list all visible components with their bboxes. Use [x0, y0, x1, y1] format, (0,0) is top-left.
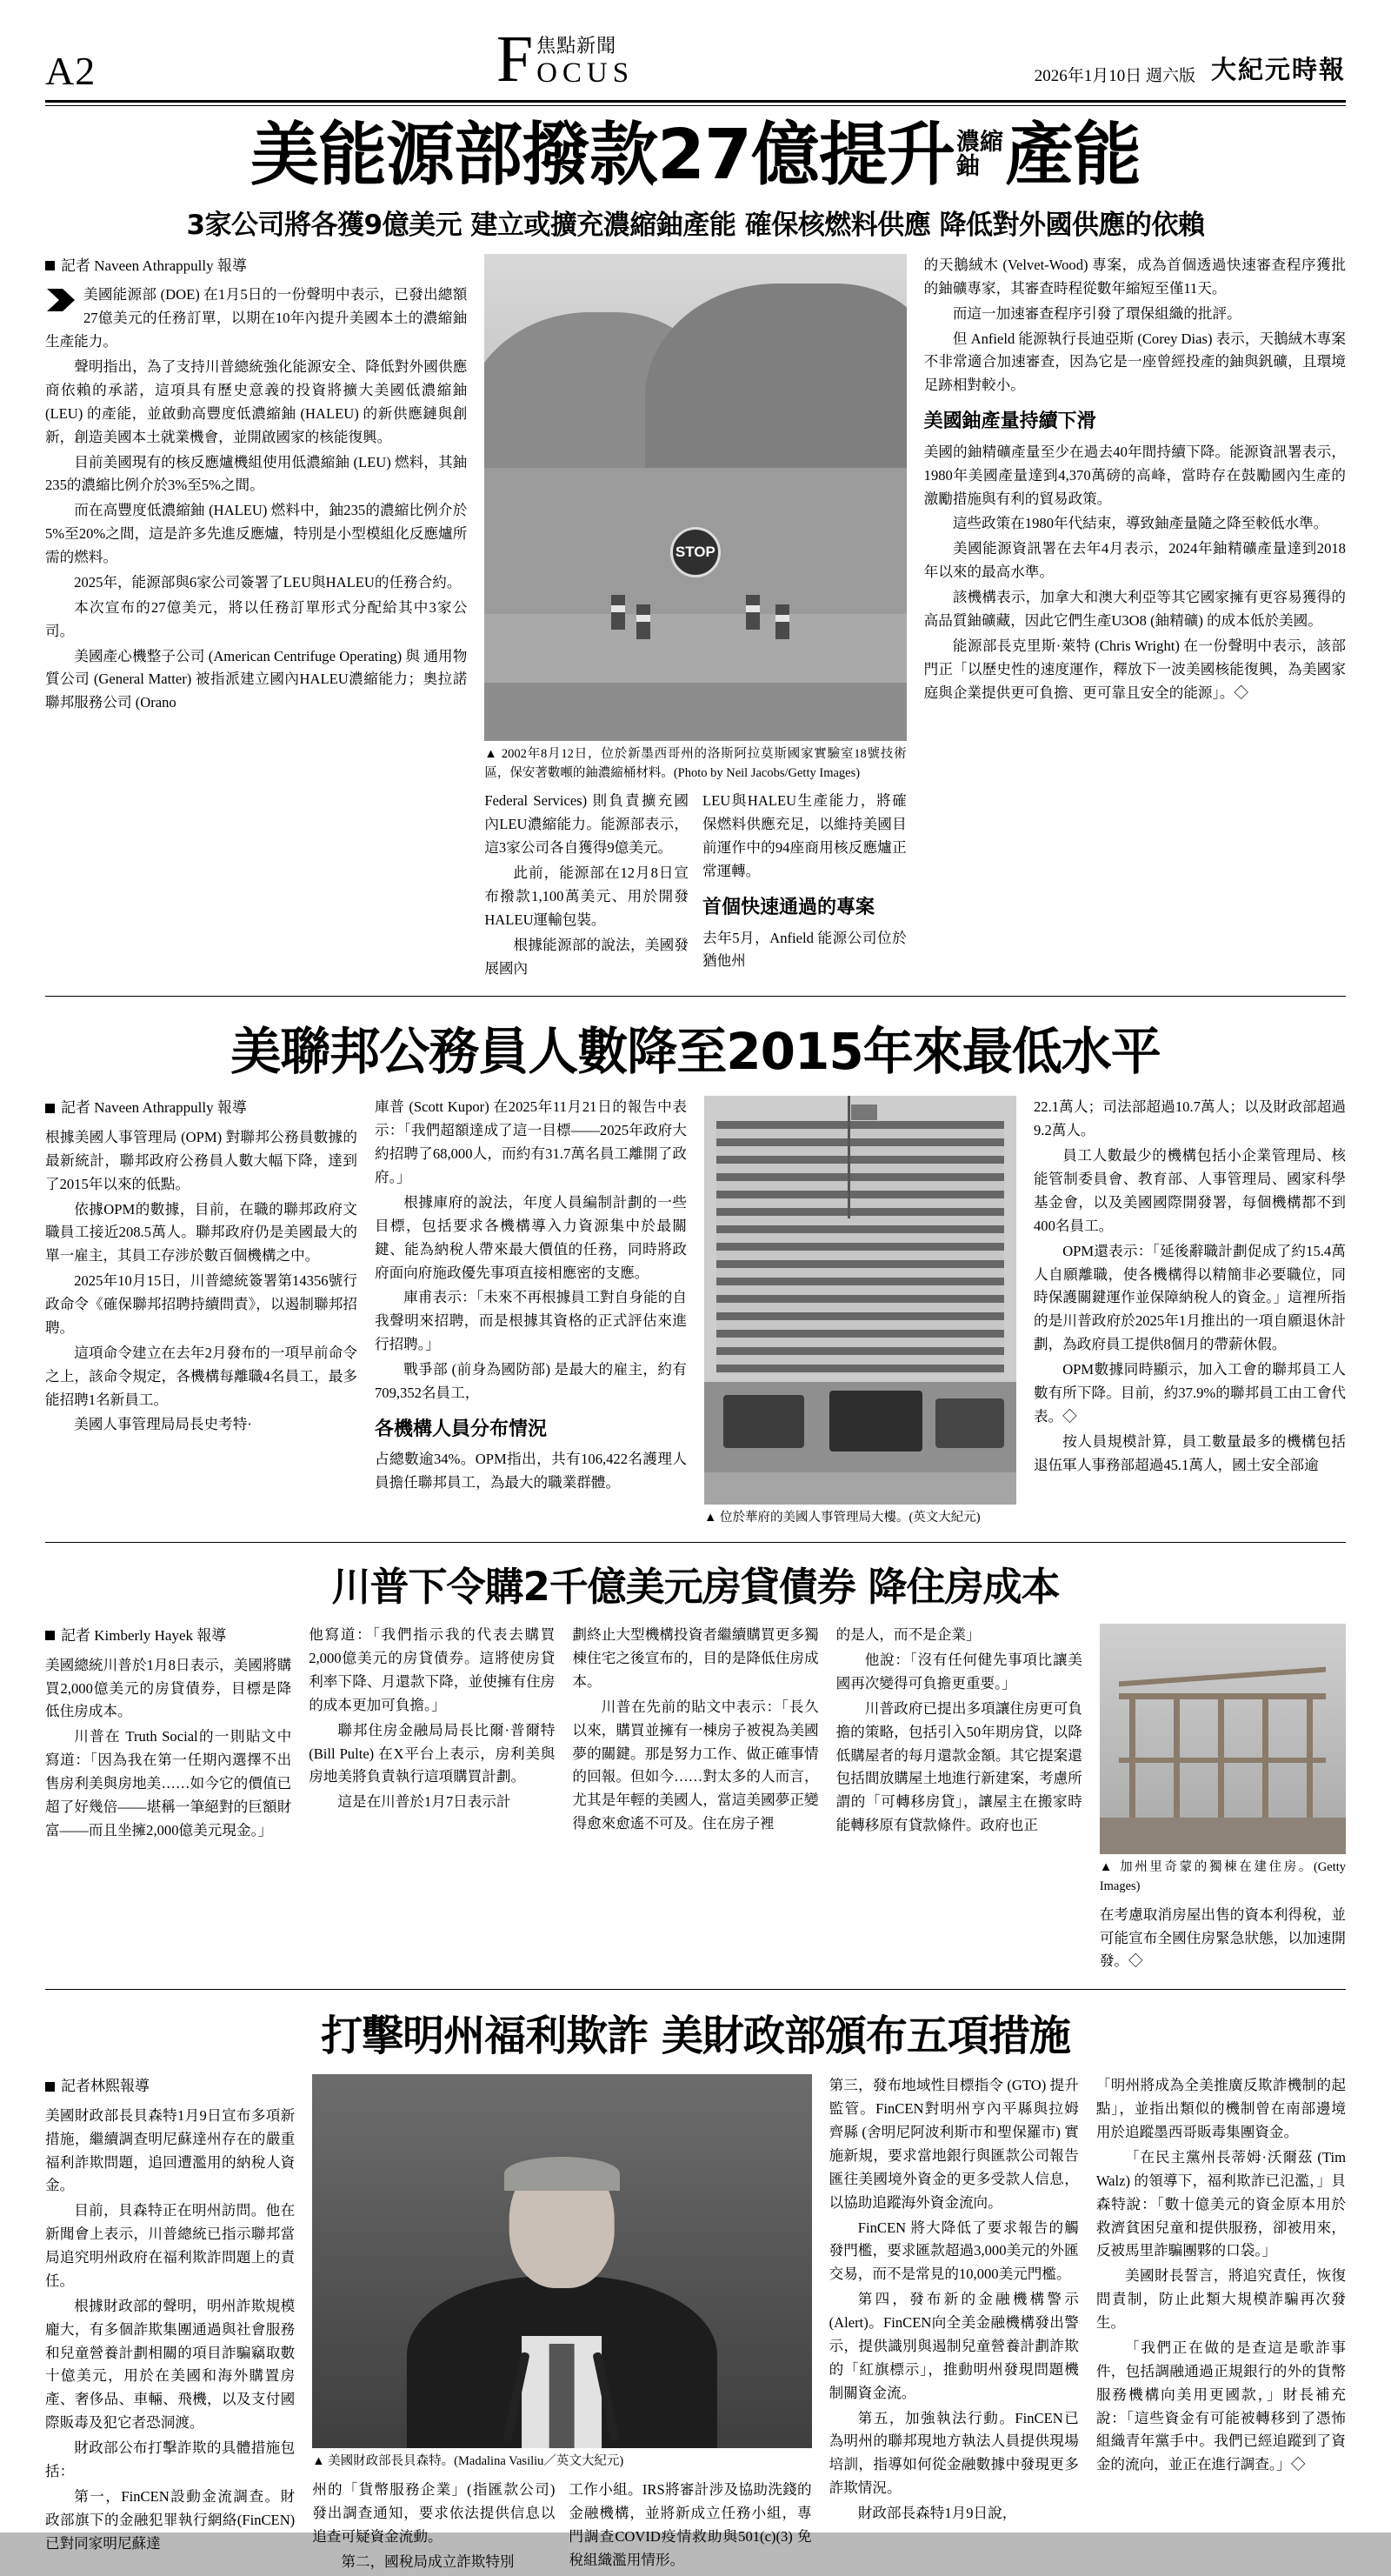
story1-c3b-p3: 美國能源資訊署在去年4月表示，2024年鈾精礦產量達到2018年以來的最高水準。	[923, 540, 1346, 581]
story4-col4	[1096, 2074, 1346, 2575]
story1-c3b-p5: 能源部長克里斯·萊特 (Chris Wright) 在一份聲明中表示，該部門正「以歷史性的速度運作，釋放下一波美國核能復興，為美國家庭與企業提供更可負擔、更可靠且安全的能源」。◇	[923, 637, 1346, 701]
story4-byline-text: 記者林熙報導	[61, 2078, 150, 2095]
story3-c4-p3: 川普政府已提出多項讓住房更可負擔的策略，包括引入50年期房貸，以降低購屋者的每月還款金額。其它提案還包括間放購屋土地進行新建案，考慮所謂的「可轉移房貸」，讓屋主在搬家時能轉移原有貸款條件。政府也正	[835, 1699, 1082, 1834]
story3-c4-p2: 他說：「沒有任何健先事項比讓美國再次變得可負擔更重要。」	[835, 1652, 1082, 1692]
story1-c3-p2: 而這一加速審查程序引發了環保組織的批評。	[952, 304, 1241, 322]
story3-divider	[45, 1989, 1346, 1990]
story3-c2-p3: 這是在川普於1月7日表示計	[337, 1793, 511, 1811]
story4-byline	[45, 2074, 295, 2099]
story1-c2b-p1: LEU與HALEU生產能力，將確保燃料供應充足，以維持美國目前運作中的94座商用核反應爐正常運轉。	[702, 792, 907, 880]
story2-col2	[375, 1096, 687, 1528]
focus-logo	[496, 23, 635, 96]
logo-chinese: 焦點新聞	[536, 35, 617, 57]
story1-c3b-p4: 該機構表示，加拿大和澳大利亞等其它國家擁有更容易獲得的高品質鈾礦藏，因此它們生產U3O8 (鈾精礦) 的成本低於美國。	[923, 589, 1346, 629]
story2-c3-p3: OPM還表示：「延後辭職計劃促成了約15.4萬人自願離職，使各機構得以精簡非必要職位，同時保護關鍵運作並保障納稅人的資金。」這裡所指的是川普政府於2025年1月推出的一項自願退休計劃，為政府員工提供8個月的帶薪休假。	[1034, 1242, 1346, 1353]
story1-headline-part1: 美能源部撥款27億提升	[250, 114, 955, 195]
story2-section-title: 各機構人員分布情況	[375, 1418, 548, 1440]
story4-c4-p4: 「我們正在做的是查這是歌詐事件，包括調融通過正規銀行的外的貨幣服務機構向美用更國款，」財長補充說：「這些資金有可能被轉移到了憑怖組織青年黨手中。我們已經追蹤到了資金的流向，並正在進行調查。」◇	[1095, 2339, 1347, 2473]
story1-ruby	[956, 130, 1003, 180]
paper-name: 大紀元時報	[1210, 56, 1346, 84]
story4-c4-p2: 「在民主黨州長蒂姆·沃爾茲 (Tim Walz) 的領導下，福利欺詐已氾濫，」貝森特說：「數十億美元的資金原本用於救濟貧困兒童和提供服務，卻被用來，反被馬里詐騙團夥的口袋。」	[1095, 2148, 1347, 2259]
story1-divider	[45, 996, 1346, 997]
story2-byline	[45, 1096, 357, 1120]
story2-c1-p5: 美國人事管理局局長史考特·	[74, 1416, 252, 1433]
story2-columns	[45, 1096, 1346, 1528]
byline-square-icon	[45, 1104, 55, 1113]
masthead-rule	[45, 100, 1346, 103]
byline-square-icon	[45, 2082, 55, 2092]
story1-p1: 美國能源部 (DOE) 在1月5日的一份聲明中表示，已發出總額27億美元的任務訂單，以期在10年內提升美國本土的濃縮鈾生產能力。	[45, 286, 468, 350]
story2-c2-p4: 戰爭部 (前身為國防部) 是最大的雇主，約有709,352名員工，	[375, 1361, 687, 1401]
arrow-dropcap-icon	[45, 287, 77, 313]
story3-photo	[1100, 1624, 1346, 1854]
story4-c2-p2: 第二，國稅局成立詐欺特別	[341, 2553, 515, 2570]
story1-c3-p3: 但 Anfield 能源執行長迪亞斯 (Corey Dias) 表示，天鵝絨木專案不非常適合加速審查，因為它是一座曾經投產的鈾與釩礦，且環境足跡相對較小。	[923, 330, 1346, 394]
story1-headline-part2: 產能	[1004, 114, 1141, 195]
story3-c2-p2: 聯邦住房金融局局長比爾·普爾特 (Bill Pulte) 在X平台上表示，房利美與房地美將負責執行這項購買計劃。	[309, 1721, 556, 1785]
story1-p7: 美國產心機整子公司 (American Centrifuge Operating) 與 通用物質公司 (General Matter) 被指派建立國內HALEU濃縮能力；奧拉諾聯邦服務公司 (Orano	[45, 647, 468, 711]
story1-p4: 而在高豐度低濃縮鈾 (HALEU) 燃料中，鈾235的濃縮比例介於5%至20%之間，這是許多先進反應爐，特別是小型模組化反應爐所需的燃料。	[45, 502, 468, 566]
masthead-right	[1035, 50, 1346, 91]
story3-c3-p1: 劃終止大型機構投資者繼續購買更多獨棟住宅之後宣布的，目的是降低住房成本。	[572, 1626, 819, 1690]
story2-c1-p4: 這項命令建立在去年2月發布的一項早前命令之上，該命令規定，各機構每離職4名員工，最多能招聘1名新員工。	[45, 1344, 357, 1408]
story3-c1-p2: 川普在 Truth Social的一則貼文中寫道：「因為我在第一任期內選擇不出售房利美與房地美……如今它的價值已超了好幾倍——堪稱一筆絕對的巨額財富——而且坐擁2,000億美元現金。」	[45, 1728, 292, 1839]
story4-c3-p4: 第五，加強執法行動。FinCEN已為明州的聯邦現地方執法人員提供現場培訓，指導如何從金融數據中發現更多詐欺情況。	[829, 2409, 1079, 2497]
story4-columns	[45, 2074, 1346, 2575]
story1-subhead: 3家公司將各獲9億美元 建立或擴充濃縮鈾產能 確保核燃料供應 降低對外國供應的依賴	[186, 209, 1205, 241]
story4-c3-p2: FinCEN 將大降低了要求報告的觸發門檻，要求匯款超過3,000美元的外匯交易，而不是常見的10,000美元門檻。	[829, 2219, 1079, 2283]
story3-c4b-p1: 在考慮取消房屋出售的資本利得稅，並可能宣布全國住房緊急狀態，以加速開發。◇	[1099, 1905, 1347, 1970]
masthead	[45, 23, 1346, 97]
story1-photo-caption: ▲ 2002年8月12日，位於新墨西哥州的洛斯阿拉莫斯國家實驗室18號技術區，保安著數噸的鈾濃縮桶材料。(Photo by Neil Jacobs/Getty Images)	[484, 746, 907, 780]
byline-square-icon	[45, 1631, 55, 1640]
story4-c2-p1: 州的「貨幣服務企業」(指匯款公司) 發出調查通知，要求依法提供信息以追查可疑資金流動。	[312, 2481, 556, 2545]
story2-c3-p2: 員工人數最少的機構包括小企業管理局、核能管制委員會、教育部、人事管理局、國家科學基金會，以及美國國際開發署，每個機構都不到400名員工。	[1034, 1147, 1346, 1234]
story3-headline: 川普下令購2千億美元房貸債券 降住房成本	[331, 1564, 1060, 1611]
page-folio: A2	[45, 48, 97, 93]
story2-c3b-p1: 按人員規模計算，員工數量最多的機構包括退伍軍人事務部超過45.1萬人，國土安全部逾	[1034, 1432, 1346, 1473]
story1-c2c-p1: 去年5月，Anfield 能源公司位於猶他州	[702, 929, 907, 970]
story3-c2-p1: 他寫道：「我們指示我的代表去購買2,000億美元的房貸債券。這將使房貸利率下降、月還款下降，並使擁有住房的成本更加可負擔。」	[309, 1626, 556, 1713]
story4-col2-photo	[312, 2074, 811, 2575]
story3-col2	[309, 1624, 555, 1975]
story2-c2-p2: 根據庫府的說法，年度人員編制計劃的一些目標，包括要求各機構導入力資源集中於最關鍵、能為納稅人帶來最大價值的任務，同時將政府面向府施政優先事項直接相應密的支應。	[375, 1193, 687, 1281]
story2-c2b-p1: 占總數逾34%。OPM指出，共有106,422名護理人員擔任聯邦員工，為最大的職業群體。	[375, 1451, 687, 1492]
story1-c3-p1: 的天鵝絨木 (Velvet-Wood) 專案，成為首個透過快速審查程序獲批的鈾礦專家，其審查時程從數年縮短至僅11天。	[923, 256, 1346, 297]
ruby-top: 濃縮	[955, 128, 1003, 156]
story2-photo	[704, 1096, 1016, 1505]
story1-p2: 聲明指出，為了支持川普總統強化能源安全、降低對外國供應商依賴的承諾，這項具有歷史意義的投資將擴大美國低濃縮鈾 (LEU) 的產能，並啟動高豐度低濃縮鈾 (HALEU) 的新供應鏈與創新，創造美國本土就業機會，並開啟國家的核能復興。	[45, 358, 468, 445]
stop-sign-icon: STOP	[670, 527, 721, 577]
story3-c3-p2: 川普在先前的貼文中表示：「長久以來，購買並擁有一棟房子被視為美國夢的關鍵。那是努力工作、做正確事情的回報。但如今……對太多的人而言，尤其是年輕的美國人，當這美國夢正變得愈來愈遙不可及。住在房子裡	[572, 1698, 819, 1832]
byline-square-icon	[45, 261, 55, 270]
story2-c3-p1: 22.1萬人；司法部超過10.7萬人；以及財政部超過9.2萬人。	[1034, 1098, 1346, 1139]
issue-date: 2026年1月10日 週六版	[1034, 66, 1195, 85]
story1-p6: 本次宣布的27億美元，將以任務訂單形式分配給其中3家公司。	[45, 598, 468, 639]
story4-col1	[45, 2074, 295, 2575]
story1-columns	[45, 254, 1346, 983]
story2-c1-p2: 依據OPM的數據，目前，在職的聯邦政府文職員工接近208.5萬人。聯邦政府仍是美國最大的單一雇主，其員工存涉於數百個機構之中。	[45, 1200, 357, 1265]
story1-byline	[45, 254, 467, 278]
story4-headline: 打擊明州福利欺詐 美財政部頒布五項措施	[321, 2012, 1070, 2061]
story1-col1	[45, 254, 467, 983]
story1-section-title-1: 首個快速通過的專案	[702, 896, 875, 918]
story4-photo-caption: ▲ 美國財政部長貝森特。(Madalina Vasiliu／英文大紀元)	[312, 2454, 624, 2469]
ruby-bottom: 鈾	[955, 153, 980, 181]
story2-c2-p1: 庫普 (Scott Kupor) 在2025年11月21日的報告中表示：「我們超額達成了這一目標——2025年政府大約招聘了68,000人，而約有31.7萬名員工離開了政府。」	[375, 1098, 687, 1186]
story1-c2-p2: 此前，能源部在12月8日宣布撥款1,100萬美元、用於開發HALEU運輸包裝。	[484, 864, 689, 928]
logo-letter-f: F	[496, 23, 534, 96]
story3-byline	[45, 1624, 291, 1648]
story3-col3	[572, 1624, 818, 1975]
story4-c3-p3: 第四，發布新的金融機構警示 (Alert)。FinCEN向全美金融機構發出警示，提供識別與遏制兒童營養計劃詐欺的「紅旗標示」，推動明州發現問題機制關資金流。	[829, 2291, 1079, 2401]
story3-c4-p1: 的是人，而不是企業」	[835, 1626, 981, 1644]
story4-c3-p1: 第三，發布地域性目標指令 (GTO) 提升監管。FinCEN對明州亨內平縣與拉姆齊縣 (舍明尼阿波利斯市和聖保羅市) 實施新規，要求當地銀行與匯款公司報告匯往美國境外資金的更多受款人信息，以協助追蹤海外資金流向。	[829, 2077, 1079, 2211]
story2-byline-text: 記者 Naveen Athrappully 報導	[61, 1099, 247, 1117]
story2-photo-caption: ▲ 位於華府的美國人事管理局大樓。(英文大紀元)	[704, 1511, 981, 1525]
story1-headline	[45, 114, 1346, 195]
story1-col2	[484, 254, 906, 983]
story2-divider	[45, 1542, 1346, 1543]
story1-section-title-2: 美國鈾產量持續下滑	[923, 410, 1096, 433]
story3-columns	[45, 1624, 1346, 1975]
story1-p3: 目前美國現有的核反應爐機組使用低濃縮鈾 (LEU) 燃料，其鈾235的濃縮比例介於3%至5%之間。	[45, 453, 468, 494]
story1-byline-text: 記者 Naveen Athrappully 報導	[61, 257, 247, 274]
story1-p5: 2025年，能源部與6家公司簽署了LEU與HALEU的任務合約。	[74, 573, 462, 591]
story1-c3b-p2: 這些政策在1980年代結束，導致鈾產量隨之降至較低水準。	[952, 515, 1328, 532]
story4-c2b-p1: 工作小組。IRS將審計涉及協助洗錢的金融機構，並將新成立任務小組，專門調查COVID疫情救助與501(c)(3) 免稅組織濫用情形。	[569, 2481, 812, 2568]
story4-c3-p5: 財政部長森特1月9日說，	[857, 2505, 1017, 2522]
story4-photo	[312, 2074, 811, 2448]
story3-col1	[45, 1624, 291, 1975]
logo-english: OCUS	[536, 57, 635, 89]
story1-photo	[484, 254, 906, 741]
story3-col4	[836, 1624, 1082, 1975]
story4-col3	[829, 2074, 1079, 2575]
story4-c1-p2: 目前，貝森特正在明州訪問。他在新聞會上表示，川普總統已指示聯邦當局追究明州政府在福利欺詐問題上的責任。	[45, 2202, 296, 2289]
story4-c4-p1: 「明州將成為全美推廣反欺詐機制的起點」，並指出類似的機制曾在南部邊境用於追蹤墨西哥販毒集團資金。	[1095, 2077, 1347, 2141]
story2-col4	[1034, 1096, 1346, 1528]
story2-c2-p3: 庫甫表示：「未來不再根據員工對自身能的自我聲明來招聘，而是根據其資格的正式評估來進行招聘。」	[375, 1289, 687, 1353]
story4-c1-p5: 第一，FinCEN設動金流調查。財政部旗下的金融犯罪執行網絡(FinCEN)已對同家明尼蘇達	[45, 2487, 296, 2552]
story2-headline: 美聯邦公務員人數降至2015年來最低水平	[230, 1022, 1161, 1082]
story2-c3-p4: OPM數據同時顯示，加入工會的聯邦員工人數有所下降。目前，約37.9%的聯邦員工由工會代表。◇	[1034, 1361, 1346, 1425]
story4-c1-p4: 財政部公布打擊詐欺的具體措施包括：	[45, 2439, 296, 2479]
story3-byline-text: 記者 Kimberly Hayek 報導	[61, 1627, 227, 1645]
story3-col5-photo	[1100, 1624, 1346, 1975]
story4-c1-p1: 美國財政部長貝森特1月9日宣布多項新措施，繼續調查明尼蘇達州存在的嚴重福利詐欺問題，追回遭濫用的納稅人資金。	[45, 2106, 296, 2194]
story2-col1	[45, 1096, 357, 1528]
story1-c2-p3: 根據能源部的說法，美國發展國內	[484, 936, 689, 977]
story3-c1-p1: 美國總統川普於1月8日表示，美國將購買2,000億美元的房貸債券，目標是降低住房成本。	[45, 1656, 292, 1720]
story1-c3b-p1: 美國的鈾精礦產量至少在過去40年間持續下降。能源資訊署表示，1980年美國產量達到4,370萬磅的高峰，當時存在鼓勵國內生產的激勵措施與有利的貿易政策。	[923, 443, 1346, 507]
story1-col3	[924, 254, 1346, 983]
story2-c1-p3: 2025年10月15日，川普總統簽署第14356號行政命令《確保聯邦招聘持續問責》，以遏制聯邦招聘。	[45, 1272, 357, 1336]
story4-c4-p3: 美國財長誓言，將追究責任，恢復問責制，防止此類大規模詐騙再次發生。	[1095, 2267, 1347, 2332]
story3-photo-caption: ▲ 加州里奇蒙的獨棟在建住房。(Getty Images)	[1099, 1860, 1347, 1893]
story4-c1-p3: 根據財政部的聲明，明州詐欺規模龐大，有多個詐欺集團通過與社會服務和兒童營養計劃相關的項目詐騙竊取數十億美元，用於在美國和海外購置房產、奢侈品、車輛、飛機，以及支付國際販毒及犯它者恐洞渡。	[45, 2297, 296, 2432]
story2-col3-photo	[704, 1096, 1016, 1528]
story1-c2-p1: Federal Services) 則負責擴充國內LEU濃縮能力。能源部表示，這3家公司各自獲得9億美元。	[484, 792, 689, 857]
story2-c1-p1: 根據美國人事管理局 (OPM) 對聯邦公務員數據的最新統計，聯邦政府公務員人數大幅下降，達到了2015年以來的低點。	[45, 1128, 357, 1192]
masthead-rule-thin	[45, 105, 1346, 106]
